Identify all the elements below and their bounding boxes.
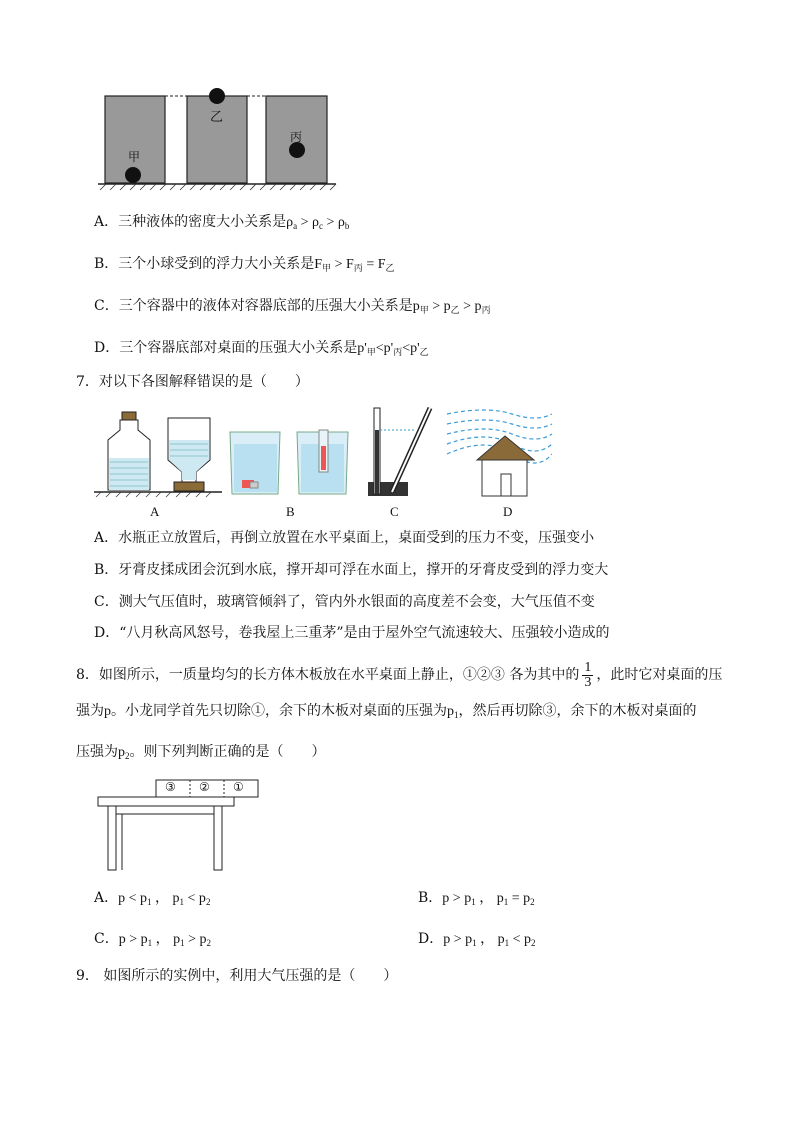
board-segment-3: ③: [165, 780, 176, 794]
q7-option-c: C．测大气压值时，玻璃管倾斜了，管内外水银面的高度差不会变，大气压值不变: [94, 594, 595, 610]
q8-option-d: D．$p > p_1$ ， $p_1 < p_2$: [418, 931, 536, 948]
board-segment-1: ①: [233, 780, 244, 794]
q7-fig-label-d: D: [503, 504, 513, 519]
q6-option-b: B．三个小球受到的浮力大小关系是$F_甲 > F_丙 = F_乙$: [94, 256, 395, 273]
label-yi: 乙: [210, 110, 224, 125]
q8-option-c: C．$p > p_1$ ， $p_1 > p_2$: [94, 931, 212, 948]
figure-table-board: [94, 776, 274, 876]
label-jia: 甲: [128, 150, 141, 164]
q6-option-a: A．三种液体的密度大小关系是$\rho_a > \rho_c > \rho_b$: [94, 214, 350, 231]
q7-fig-label-a: A: [150, 504, 160, 519]
q7-option-b: B．牙膏皮揉成团会沉到水底，撑开却可浮在水面上，撑开的牙膏皮受到的浮力变大: [94, 562, 609, 578]
label-bing: 丙: [290, 130, 303, 144]
q7-option-d: D．“八月秋高风怒号，卷我屋上三重茅”是由于屋外空气流速较大、压强较小造成的: [94, 625, 610, 641]
q7-option-a: A．水瓶正立放置后，再倒立放置在水平桌面上，桌面受到的压力不变，压强变小: [94, 530, 595, 546]
q7-stem: 7．对以下各图解释错误的是（ ）: [76, 374, 309, 390]
figure-three-containers: [96, 84, 346, 192]
q8-line-3: 压强为$p_2$。则下列判断正确的是（ ）: [76, 744, 326, 761]
q8-option-a: A．$p < p_1$ ， $p_1 < p_2$: [94, 890, 211, 907]
q6-option-d: D．三个容器底部对桌面的压强大小关系是$p'_甲<p'_丙<p'_乙$: [94, 340, 429, 357]
board-segment-2: ②: [199, 780, 210, 794]
q8-line-1: 8．如图所示，一质量均匀的长方体木板放在水平桌面上静止，①②③ 各为其中的 $\frac{1}{3}$ ，此时它对桌面的压: [76, 659, 723, 690]
q9-stem: 9． 如图所示的实例中，利用大气压强的是（ ）: [76, 968, 398, 984]
fraction-one-third: $\frac{1}{3}$: [584, 659, 592, 690]
q6-option-c: C．三个容器中的液体对容器底部的压强大小关系是$p_甲 > p_乙 > p_丙$: [94, 298, 491, 315]
q8-line-2: 强为p。小龙同学首先只切除①，余下的木板对桌面的压强为$p_1$，然后再切除③，余下的木板对桌面的: [76, 703, 697, 720]
q8-option-b: B．$p > p_1$ ， $p_1 = p_2$: [418, 890, 535, 907]
q7-fig-label-c: C: [390, 504, 399, 519]
q7-fig-label-b: B: [286, 504, 295, 519]
figure-q7: [92, 400, 552, 504]
